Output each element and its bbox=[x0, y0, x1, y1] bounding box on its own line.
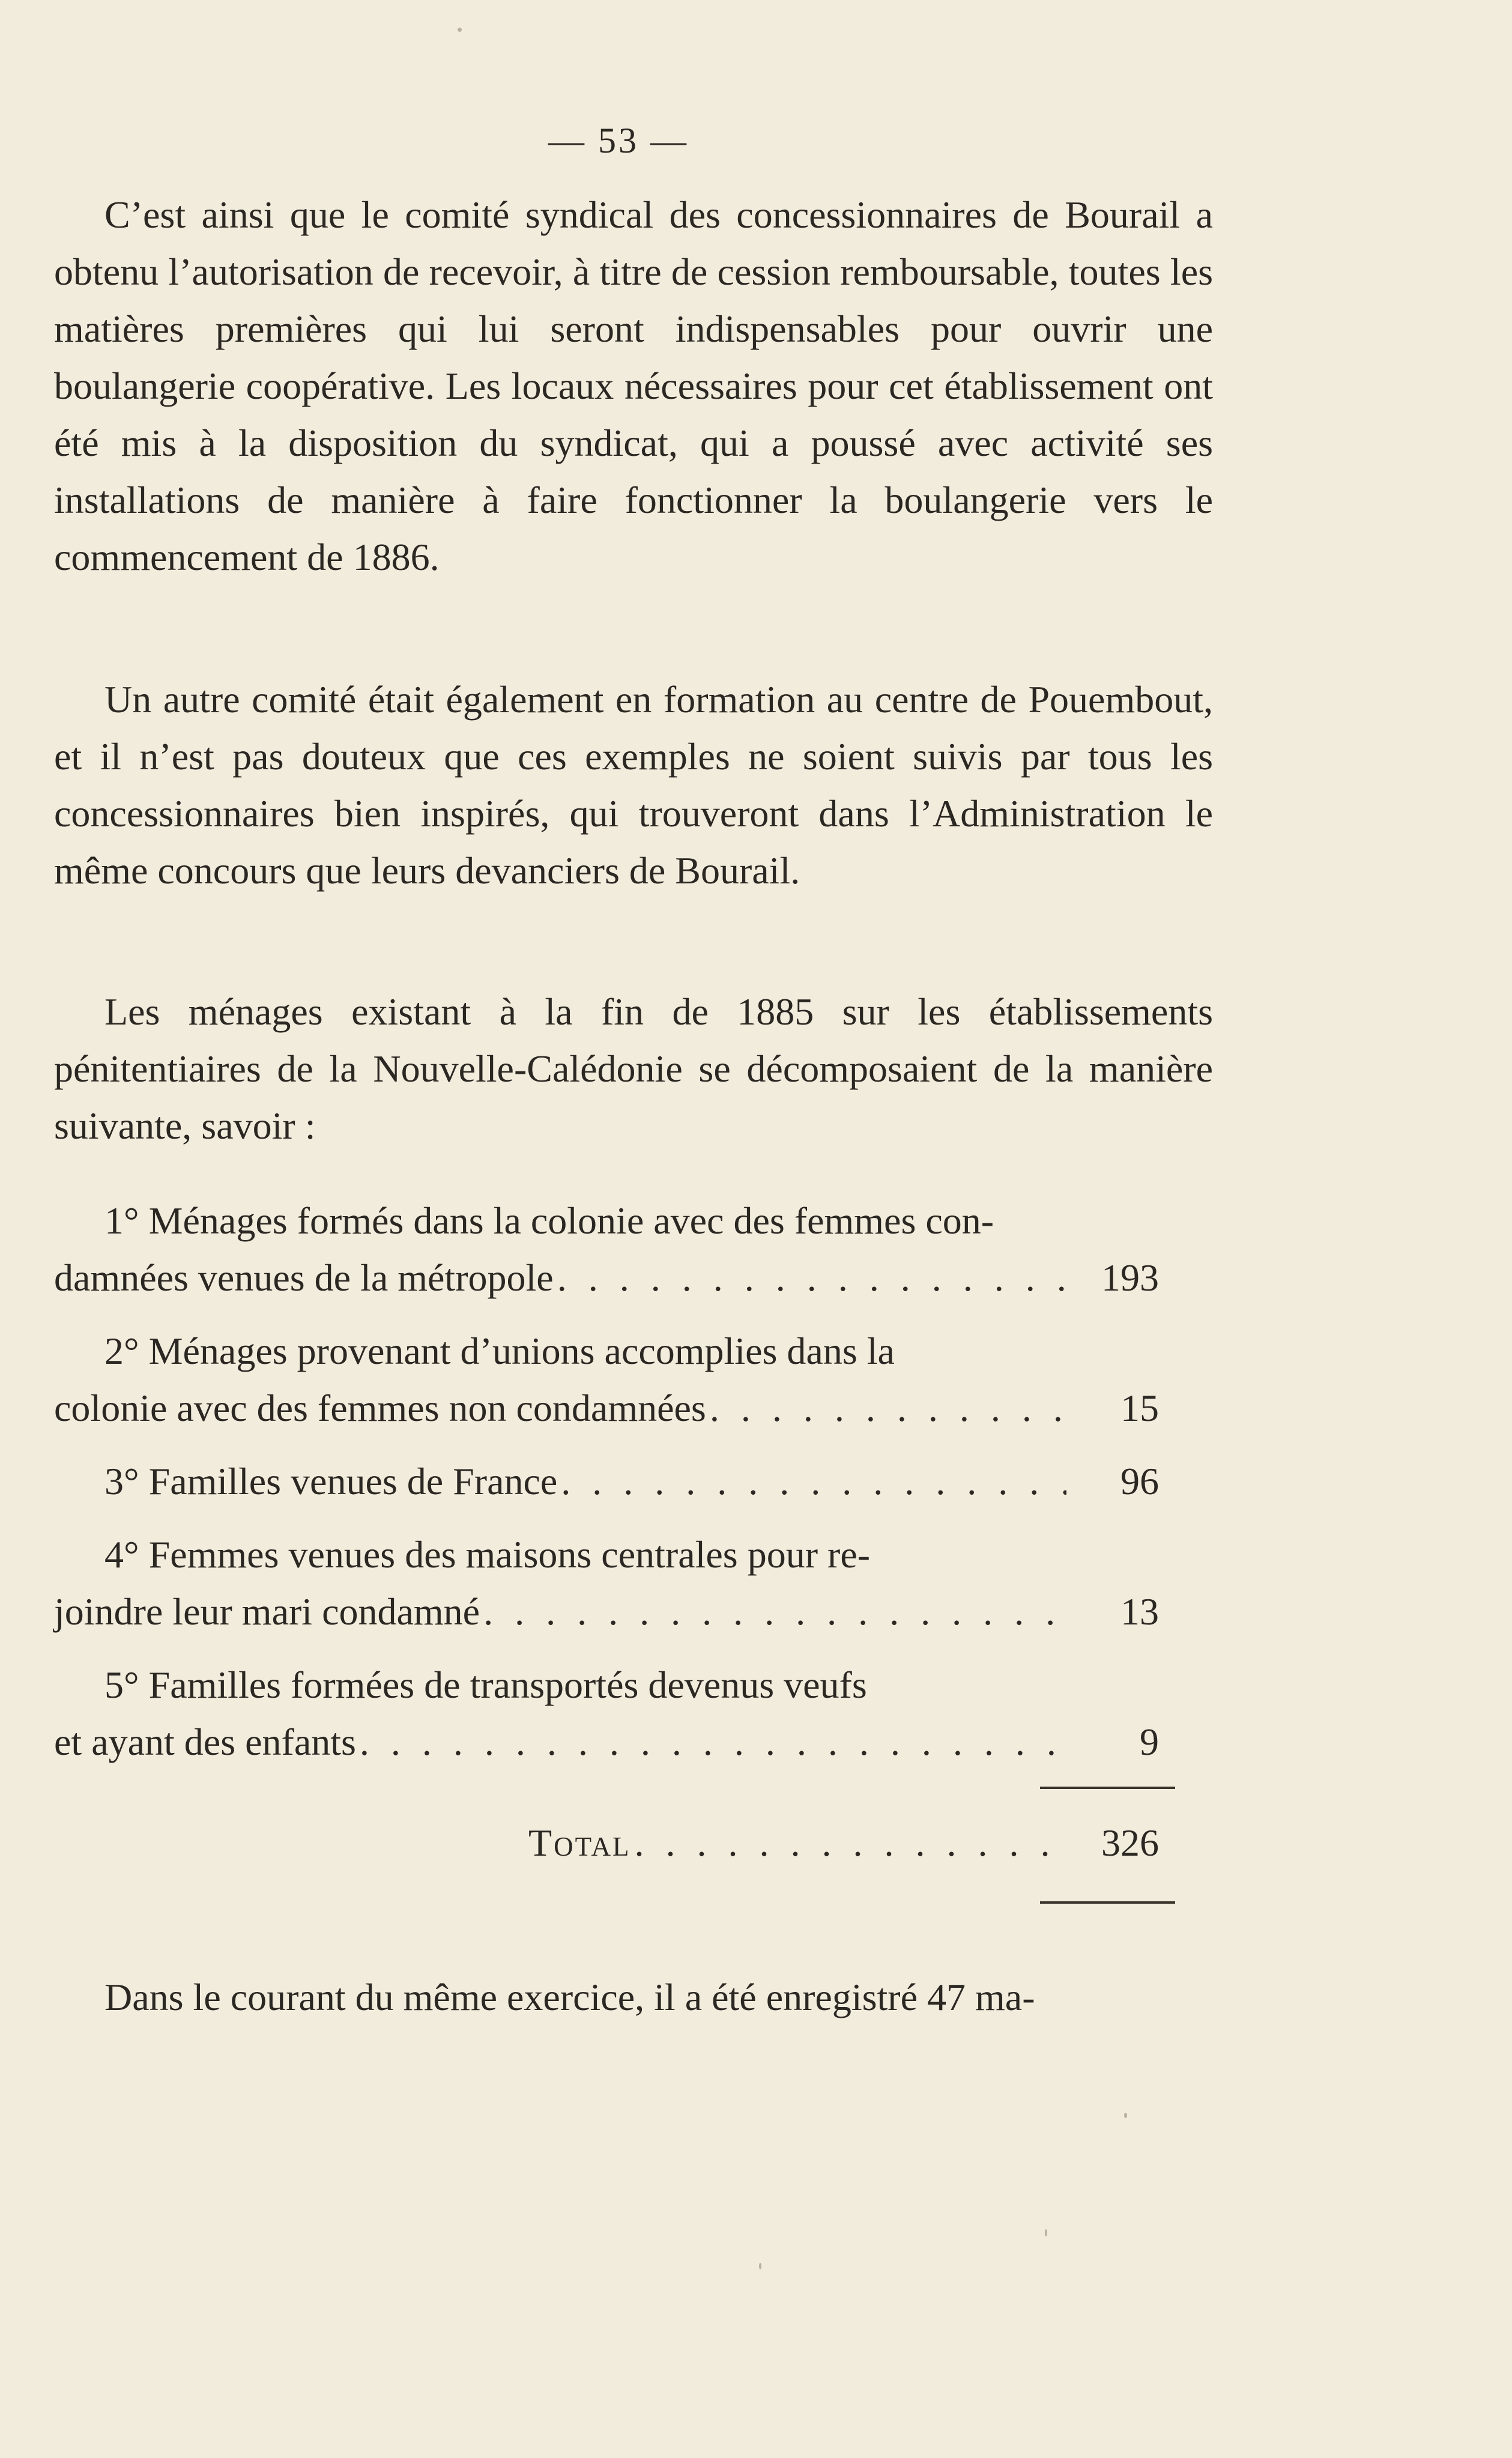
list-item bbox=[54, 1656, 1213, 1770]
sum-rule-bottom bbox=[1040, 1901, 1175, 1904]
list-item-text: 1° Ménages formés dans la colonie avec des femmes con- bbox=[104, 1199, 994, 1242]
list-item-text: colonie avec des femmes non condamnées bbox=[54, 1387, 706, 1429]
list-item bbox=[54, 1526, 1213, 1640]
sum-rule-top bbox=[1040, 1787, 1175, 1789]
paragraph-closing: Dans le courant du même exercice, il a été enregistré 47 ma- bbox=[104, 1976, 1035, 2018]
list-item-text: damnées venues de la métropole bbox=[54, 1256, 554, 1299]
households-list bbox=[54, 1192, 1213, 1787]
list-item-value: 15 bbox=[1120, 1387, 1159, 1429]
dot-leader bbox=[557, 1249, 1066, 1306]
dot-leader bbox=[483, 1583, 1066, 1640]
total-value: 326 bbox=[1101, 1821, 1159, 1864]
paragraph-households-intro: Les ménages existant à la fin de 1885 sur les établissements pénitentiaires de la Nouvelle-Calédonie se décomposaient de la manière suivante, savoir : bbox=[54, 990, 1213, 1147]
paragraph-pouembout-committee: Un autre comité était également en formation au centre de Pouembout, et il n’est pas douteux que ces exemples ne soient suivis par tous les concessionnaires bien inspirés, qui trouveront dans l’Administration le même concours que leurs devanciers de Bourail. bbox=[54, 678, 1213, 892]
list-item-value: 9 bbox=[1140, 1721, 1159, 1763]
list-item bbox=[54, 1322, 1213, 1436]
list-item-text: 3° Familles venues de France bbox=[104, 1460, 558, 1503]
dot-leader bbox=[710, 1379, 1066, 1436]
paragraph-bourail-cooperative: C’est ainsi que le comité syndical des concessionnaires de Bourail a obtenu l’autorisation de recevoir, à titre de cession remboursable, toutes les matières premières qui lui seront indispensables pour ouvrir une boulangerie coopérative. Les locaux nécessaires pour cet établissement ont été mis à la disposition du syndicat, qui a poussé avec activité ses installations de manière à faire fonctionner la boulangerie vers le commencement de 1886. bbox=[54, 193, 1213, 578]
paper-speck bbox=[1045, 2229, 1047, 2236]
paper-speck bbox=[458, 28, 462, 32]
list-item-text: 4° Femmes venues des maisons centrales pour re- bbox=[104, 1533, 871, 1576]
paper-speck bbox=[759, 2263, 761, 2269]
list-item-text: et ayant des enfants bbox=[54, 1721, 356, 1763]
list-item-text: 5° Familles formées de transportés devenus veufs bbox=[104, 1663, 867, 1706]
list-item-text: 2° Ménages provenant d’unions accomplies dans la bbox=[104, 1330, 895, 1372]
dot-leader bbox=[561, 1453, 1066, 1510]
list-item-text: joindre leur mari condamné bbox=[54, 1590, 480, 1633]
list-item-value: 96 bbox=[1120, 1460, 1159, 1503]
total-label: Total bbox=[528, 1821, 631, 1864]
list-item bbox=[54, 1192, 1213, 1306]
dot-leader bbox=[634, 1814, 1066, 1871]
page-number: — 53 — bbox=[548, 121, 689, 160]
list-item bbox=[54, 1453, 1213, 1510]
total-row bbox=[528, 1814, 1159, 1871]
dot-leader bbox=[360, 1713, 1066, 1770]
paper-speck bbox=[1124, 2113, 1127, 2118]
list-item-value: 13 bbox=[1120, 1590, 1159, 1633]
list-item-value: 193 bbox=[1101, 1256, 1159, 1299]
